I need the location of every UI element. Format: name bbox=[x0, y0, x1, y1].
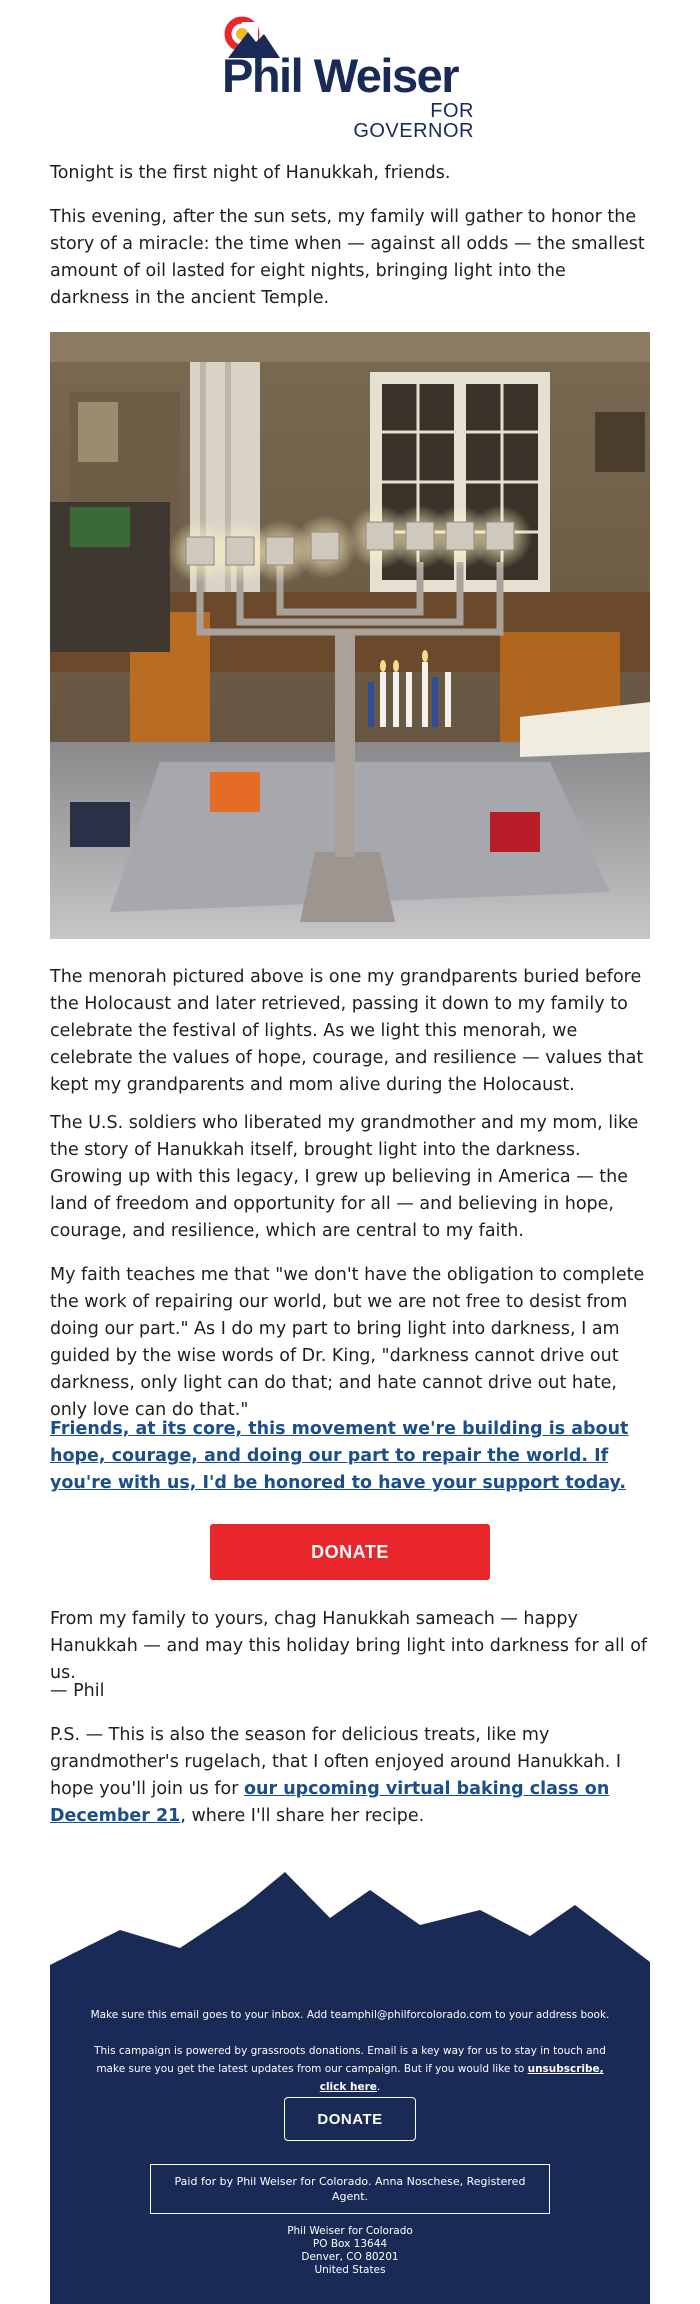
ps-paragraph bbox=[50, 1722, 650, 1830]
ps-text-after: , where I'll share her recipe. bbox=[180, 1806, 425, 1826]
paragraph-6: From my family to yours, chag Hanukkah sameach — happy Hanukkah — and may this holiday bring light into darkness for all of us. bbox=[50, 1609, 648, 1683]
address-name: Phil Weiser for Colorado bbox=[287, 2225, 413, 2237]
paragraph-5-block bbox=[50, 1262, 650, 1424]
grassroots-period: . bbox=[376, 2081, 381, 2093]
support-cta-link[interactable]: Friends, at its core, this movement we're building is about hope, courage, and doing our part to repair the world. If you're with us, I'd be honored to have your support today. bbox=[50, 1419, 629, 1493]
intro-paragraph bbox=[50, 160, 650, 187]
paid-for-disclaimer: Paid for by Phil Weiser for Colorado. Anna Noschese, Registered Agent. bbox=[150, 2164, 550, 2214]
inbox-note: Make sure this email goes to your inbox. Add teamphil@philforcolorado.com to your address book. bbox=[90, 2009, 610, 2021]
paragraph-1: Tonight is the first night of Hanukkah, friends. bbox=[50, 163, 451, 183]
paragraph-2: This evening, after the sun sets, my family will gather to honor the story of a miracle: the time when — against all odds — the smallest amount of oil lasted for eight nights, bringing light into the darkness in the ancient Temple. bbox=[50, 207, 645, 308]
menorah-photo bbox=[50, 332, 650, 939]
paragraph-3-block bbox=[50, 964, 650, 1099]
address-po: PO Box 13644 bbox=[312, 2238, 388, 2250]
signoff: — Phil bbox=[50, 1681, 105, 1701]
grassroots-text: This campaign is powered by grassroots donations. Email is a key way for us to stay in touch and make sure you get the latest updates from our campaign. But if you would like to bbox=[94, 2045, 606, 2075]
paragraph-6-block bbox=[50, 1606, 650, 1687]
paragraph-4: The U.S. soldiers who liberated my grandmother and my mom, like the story of Hanukkah itself, brought light into the darkness. Growing up with this legacy, I grew up believing in America — the land of freedom and opportunity for all — and believing in hope, courage, and resilience, which are central to my faith. bbox=[50, 1113, 639, 1241]
address-country: United States bbox=[314, 2264, 386, 2276]
unsubscribe-link[interactable]: unsubscribe, click here bbox=[319, 2063, 604, 2093]
donate-button[interactable]: DONATE bbox=[210, 1524, 490, 1580]
logo-subtitle: FOR GOVERNOR bbox=[353, 100, 474, 142]
ps-text-before: P.S. — This is also the season for delicious treats, like my grandmother's rugelach, that I often enjoyed around Hanukkah. I hope you'll join us for bbox=[50, 1725, 622, 1799]
menorah-photo-illustration bbox=[50, 332, 650, 939]
footer-donate-button[interactable]: DONATE bbox=[284, 2097, 416, 2141]
paragraph-2-block bbox=[50, 204, 650, 312]
grassroots-note bbox=[85, 2042, 615, 2096]
mailing-address bbox=[200, 2225, 500, 2277]
logo-name: Phil Weiser bbox=[222, 49, 459, 102]
cta-block bbox=[50, 1416, 650, 1497]
baking-class-link[interactable]: our upcoming virtual baking class on December 21 bbox=[50, 1779, 610, 1826]
paragraph-3: The menorah pictured above is one my grandparents buried before the Holocaust and later retrieved, passing it down to my family to celebrate the festival of lights. As we light this menorah, we celebrate the values of hope, courage, and resilience — values that kept my grandparents and mom alive during the Holocaust. bbox=[50, 967, 644, 1095]
signoff-block bbox=[50, 1678, 650, 1705]
paragraph-5: My faith teaches me that "we don't have the obligation to complete the work of repairing our world, but we are not free to desist from doing our part." As I do my part to bring light into darkness, I am guided by the wise words of Dr. King, "darkness cannot drive out darkness, only light can do that; and hate cannot drive out hate, only love can do that." bbox=[50, 1265, 645, 1420]
header bbox=[0, 0, 700, 140]
paragraph-4-block bbox=[50, 1110, 650, 1245]
address-city: Denver, CO 80201 bbox=[301, 2251, 399, 2263]
ps-block bbox=[50, 1722, 650, 1830]
